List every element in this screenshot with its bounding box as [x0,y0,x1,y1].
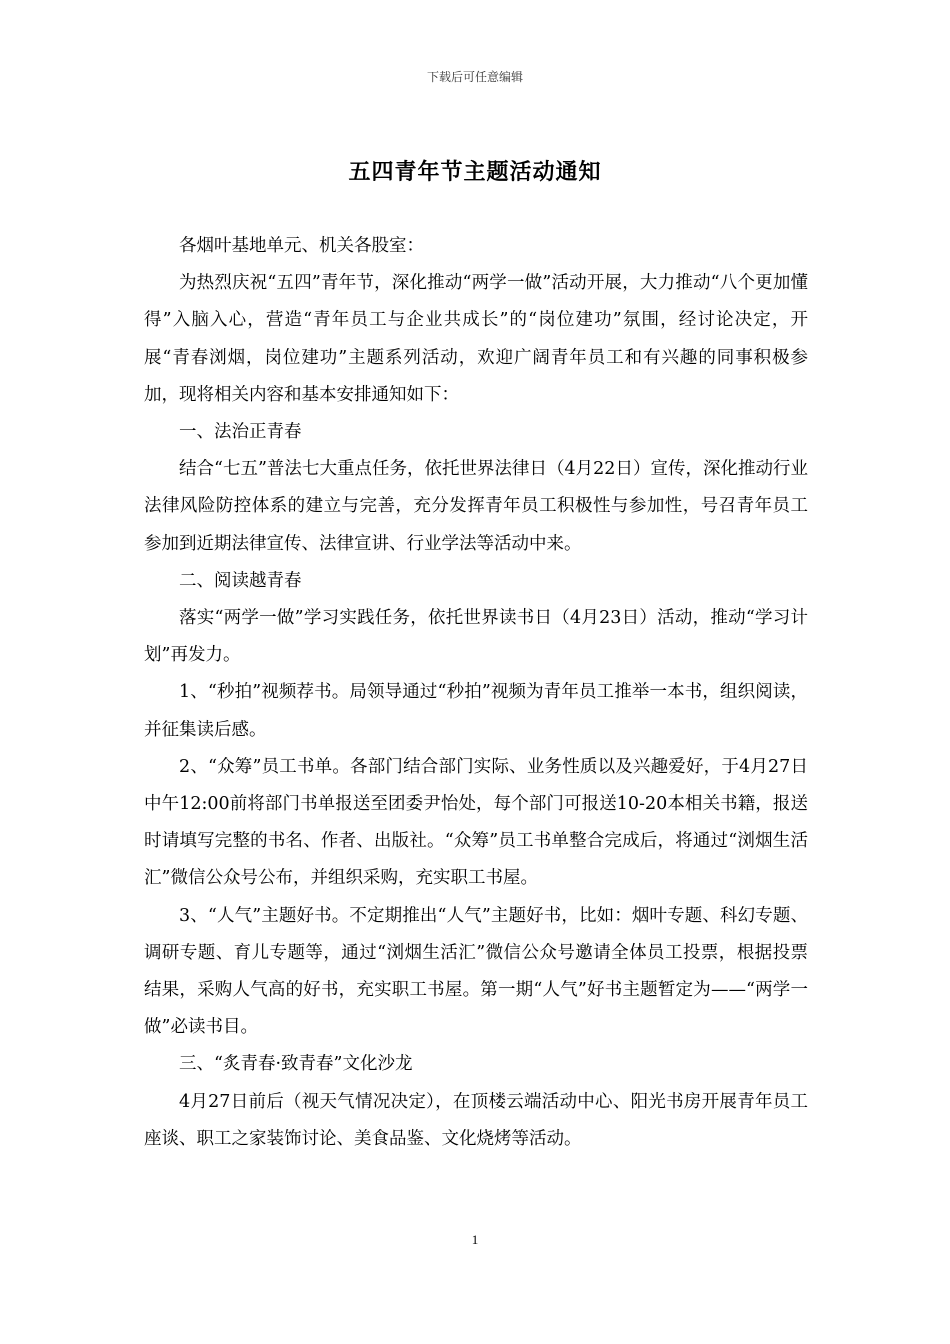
section-heading-1: 一、法治正青春 [179,422,302,443]
section-heading-3: 三、“炙青春·致青春”文化沙龙 [179,1054,413,1075]
section-3-paragraph: 4月27日前后（视天气情况决定），在顶楼云端活动中心、阳光书房开展青年员工座谈、职工之家装饰讨论、美食品鉴、文化烧烤等活动。 [144,1091,808,1149]
document-body [144,228,808,1158]
section-2-item-3: 3、“人气”主题好书。不定期推出“人气”主题好书，比如：烟叶专题、科幻专题、调研专题、育儿专题等，通过“浏烟生活汇”微信公众号邀请全体员工投票，根据投票结果，采购人气高的好书，充实职工书屋。第一期“人气”好书主题暂定为——“两学一做”必读书目。 [144,905,808,1038]
section-2-paragraph: 落实“两学一做”学习实践任务，依托世界读书日（4月23日）活动，推动“学习计划”再发力。 [144,608,808,666]
section-2-item-1: 1、“秒拍”视频荐书。局领导通过“秒拍”视频为青年员工推举一本书，组织阅读，并征集读后感。 [144,682,808,740]
section-1-paragraph: 结合“七五”普法七大重点任务，依托世界法律日（4月22日）宣传，深化推动行业法律风险防控体系的建立与完善，充分发挥青年员工积极性与参加性，号召青年员工参加到近期法律宣传、法律宣讲、行业学法等活动中来。 [144,459,808,554]
section-2-item-2: 2、“众筹”员工书单。各部门结合部门实际、业务性质以及兴趣爱好，于4月27日中午12:00前将部门书单报送至团委尹怡处，每个部门可报送10-20本相关书籍，报送时请填写完整的书名、作者、出版社。“众筹”员工书单整合完成后，将通过“浏烟生活汇”微信公众号公布，并组织采购，充实职工书屋。 [144,756,808,889]
page-number: 1 [471,1232,479,1247]
document-title: 五四青年节主题活动通知 [348,160,602,185]
section-heading-2: 二、阅读越青春 [179,570,302,591]
page-header-note: 下载后可任意编辑 [426,70,523,84]
intro-paragraph: 为热烈庆祝“五四”青年节，深化推动“两学一做”活动开展，大力推动“八个更加懂得”入脑入心，营造“青年员工与企业共成长”的“岗位建功”氛围，经讨论决定，开展“青春浏烟，岗位建功”主题系列活动，欢迎广阔青年员工和有兴趣的同事积极参加，现将相关内容和基本安排通知如下： [144,273,808,405]
salutation: 各烟叶基地单元、机关各股室： [179,236,424,256]
